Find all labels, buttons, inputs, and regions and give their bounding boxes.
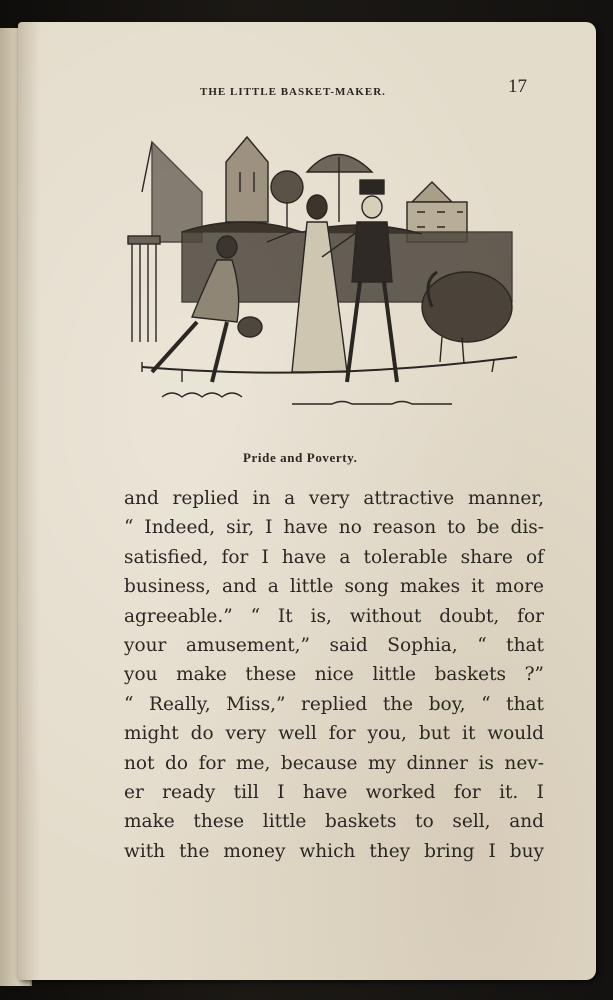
illustration-caption: Pride and Poverty. bbox=[243, 450, 358, 465]
text-line: and replied in a very attractive manner, bbox=[124, 488, 544, 509]
text-line: satisfied, for I have a tolerable share of bbox=[124, 546, 544, 568]
text-line: with the money which they bring I buy bbox=[124, 840, 544, 862]
text-line: er ready till I have worked for it. I bbox=[124, 782, 544, 804]
text-line: business, and a little song makes it more bbox=[124, 576, 544, 598]
text-line: “ Really, Miss,” replied the boy, “ that bbox=[124, 693, 544, 715]
body-text bbox=[124, 484, 544, 866]
text-line: you make these nice little baskets ?” bbox=[124, 664, 544, 686]
text-line: “ Indeed, sir, I have no reason to be dis- bbox=[124, 517, 544, 539]
text-line: make these little baskets to sell, and bbox=[124, 811, 544, 833]
engraving-pride-and-poverty-icon bbox=[122, 132, 532, 422]
text-line: agreeable.” “ It is, without doubt, for bbox=[124, 605, 544, 627]
page-number: 17 bbox=[508, 76, 527, 97]
running-head: THE LITTLE BASKET-MAKER. bbox=[200, 86, 386, 98]
text-line: not do for me, because my dinner is nev- bbox=[124, 752, 544, 774]
text-line: your amusement,” said Sophia, “ that bbox=[124, 635, 544, 657]
text-line: might do very well for you, but it would bbox=[124, 723, 544, 745]
